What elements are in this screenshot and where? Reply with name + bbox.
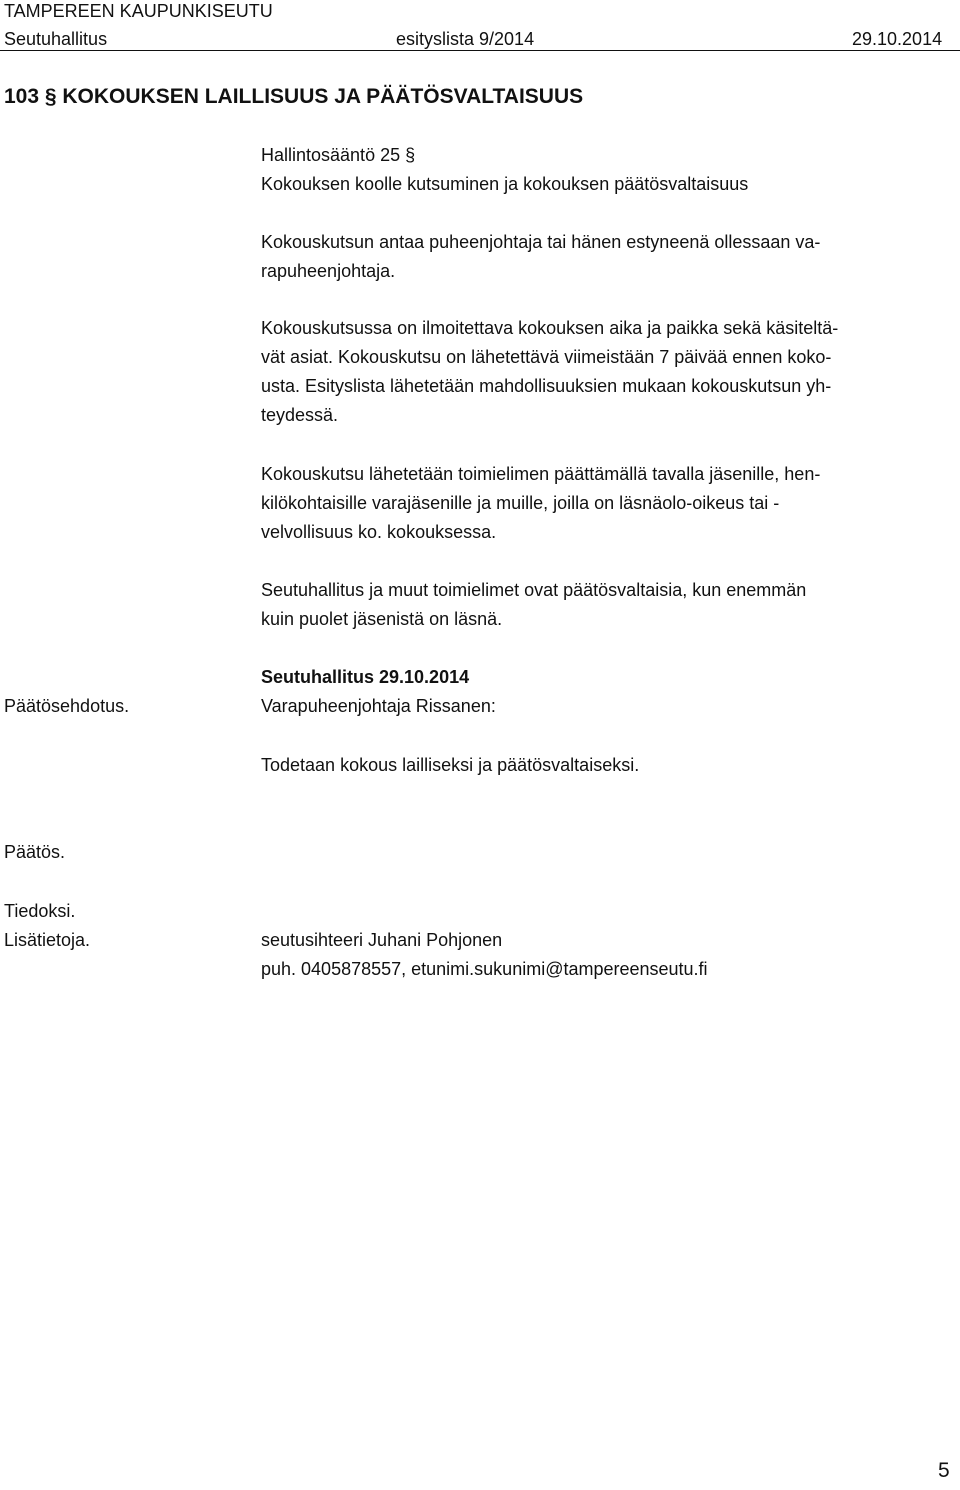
paragraph-4: [261, 576, 951, 634]
section-title: 103 § KOKOUKSEN LAILLISUUS JA PÄÄTÖSVALTAISUUS: [4, 85, 584, 108]
paragraph-line: vät asiat. Kokouskutsu on lähetettävä viimeistään 7 päivää ennen koko-: [261, 347, 832, 367]
contact-details: puh. 0405878557, etunimi.sukunimi@tampereenseutu.fi: [261, 959, 708, 979]
intro-block: [261, 141, 951, 199]
proposal-text: Todetaan kokous lailliseksi ja päätösvaltaiseksi.: [261, 755, 640, 775]
paragraph-line: Kokouskutsu lähetetään toimielimen päättämällä tavalla jäsenille, hen-: [261, 464, 821, 484]
paragraph-line: Kokouskutsussa on ilmoitettava kokouksen aika ja paikka sekä käsiteltä-: [261, 318, 839, 338]
paragraph-line: Seutuhallitus ja muut toimielimet ovat päätösvaltaisia, kun enemmän: [261, 580, 807, 600]
contact-name: seutusihteeri Juhani Pohjonen: [261, 930, 503, 950]
page-number: 5: [938, 1459, 950, 1482]
header-divider: [0, 50, 960, 51]
paragraph-line: rapuheenjohtaja.: [261, 261, 396, 281]
paragraph-line: velvollisuus ko. kokouksessa.: [261, 522, 497, 542]
paragraph-line: kuin puolet jäsenistä on läsnä.: [261, 609, 503, 629]
header-agenda: esityslista 9/2014: [396, 29, 535, 49]
paragraph-line: usta. Esityslista lähetetään mahdollisuuksien mukaan kokouskutsun yh-: [261, 376, 832, 396]
contact-label: Lisätietoja.: [4, 930, 91, 950]
proposal-label: Päätösehdotus.: [4, 696, 130, 716]
intro-line: Kokouksen koolle kutsuminen ja kokouksen päätösvaltaisuus: [261, 174, 749, 194]
paragraph-3: [261, 460, 951, 547]
proposal-meeting: Seutuhallitus 29.10.2014: [261, 667, 470, 687]
paragraph-2: [261, 314, 951, 430]
organization-name: TAMPEREEN KAUPUNKISEUTU: [4, 1, 273, 21]
decision-label: Päätös.: [4, 842, 66, 862]
paragraph-line: Kokouskutsun antaa puheenjohtaja tai hänen estyneenä ollessaan va-: [261, 232, 821, 252]
paragraph-line: teydessä.: [261, 405, 339, 425]
header-date: 29.10.2014: [852, 29, 943, 49]
proposal-presenter: Varapuheenjohtaja Rissanen:: [261, 696, 496, 716]
intro-line: Hallintosääntö 25 §: [261, 145, 416, 165]
header-body-name: Seutuhallitus: [4, 29, 108, 49]
paragraph-line: kilökohtaisille varajäsenille ja muille, joilla on läsnäolo-oikeus tai -: [261, 493, 780, 513]
distribution-label: Tiedoksi.: [4, 901, 76, 921]
paragraph-1: [261, 228, 951, 286]
